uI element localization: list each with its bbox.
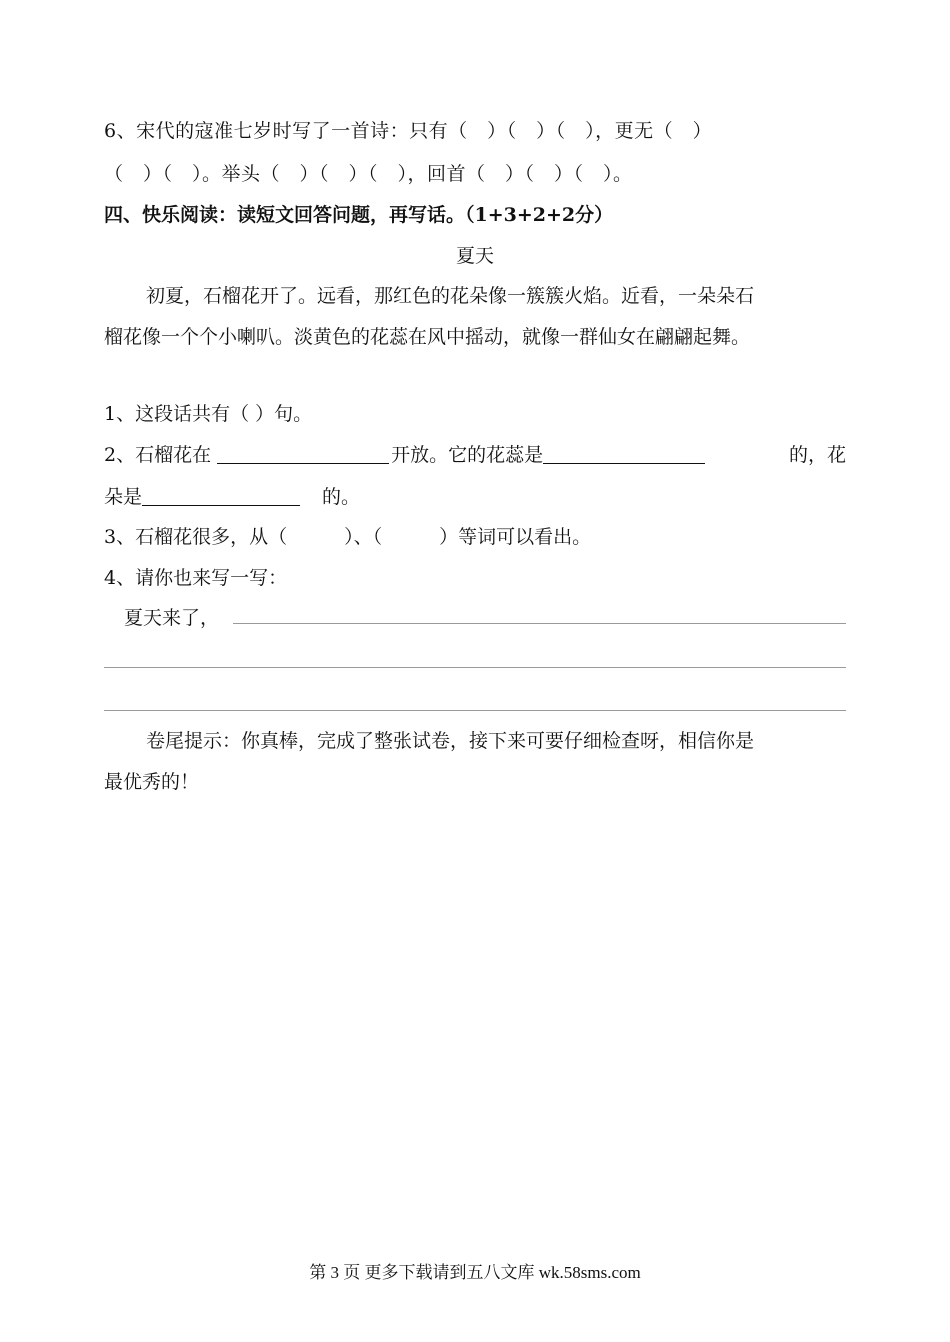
q2-text-a: 2、石榴花在 (104, 444, 212, 466)
q4-prompt: 夏天来了， (124, 607, 220, 629)
passage-line2: 榴花像一个个小喇叭。淡黄色的花蕊在风中摇动，就像一群仙女在翩翩起舞。 (104, 326, 751, 348)
q6-line2: （ ）（ ）。举头（ ）（ ）（ ），回首（ ）（ ）（ ）。 (104, 163, 633, 185)
closing-line1: 卷尾提示：你真棒，完成了整张试卷，接下来可要仔细检查呀，相信你是 (146, 730, 755, 752)
page-footer: 第 3 页 更多下载请到五八文库 wk.58sms.com (309, 1263, 641, 1282)
writing-line-3[interactable] (104, 710, 846, 711)
q6-line1: 6、宋代的寇准七岁时写了一首诗：只有（ ）（ ）（ ），更无（ ） (104, 120, 713, 142)
question-3: 3、石榴花很多，从（ ）、（ ）等词可以看出。 (104, 526, 592, 548)
writing-line-1[interactable] (233, 623, 846, 624)
question-2-line2 (104, 485, 846, 509)
passage-line1: 初夏，石榴花开了。远看，那红色的花朵像一簇簇火焰。近看，一朵朵石 (146, 285, 755, 307)
section4-heading: 四、快乐阅读：读短文回答问题，再写话。（1+3+2+2分） (104, 204, 614, 226)
question-4: 4、请你也来写一写： (104, 567, 288, 589)
writing-line-2[interactable] (104, 667, 846, 668)
question-1: 1、这段话共有（ ）句。 (104, 403, 313, 425)
q2-text-c: 的，花 (788, 444, 846, 466)
question-2-line1 (104, 443, 846, 467)
passage-title: 夏天 (455, 245, 494, 267)
q2-text-b: 开放。它的花蕊是 (391, 444, 544, 466)
closing-line2: 最优秀的！ (104, 771, 200, 793)
q2-text-d: 朵是 (104, 486, 143, 508)
q2-text-e: 的。 (322, 486, 361, 508)
q2-blank-2[interactable] (543, 445, 705, 464)
q2-blank-1[interactable] (217, 445, 389, 464)
q2-blank-3[interactable] (142, 487, 300, 506)
